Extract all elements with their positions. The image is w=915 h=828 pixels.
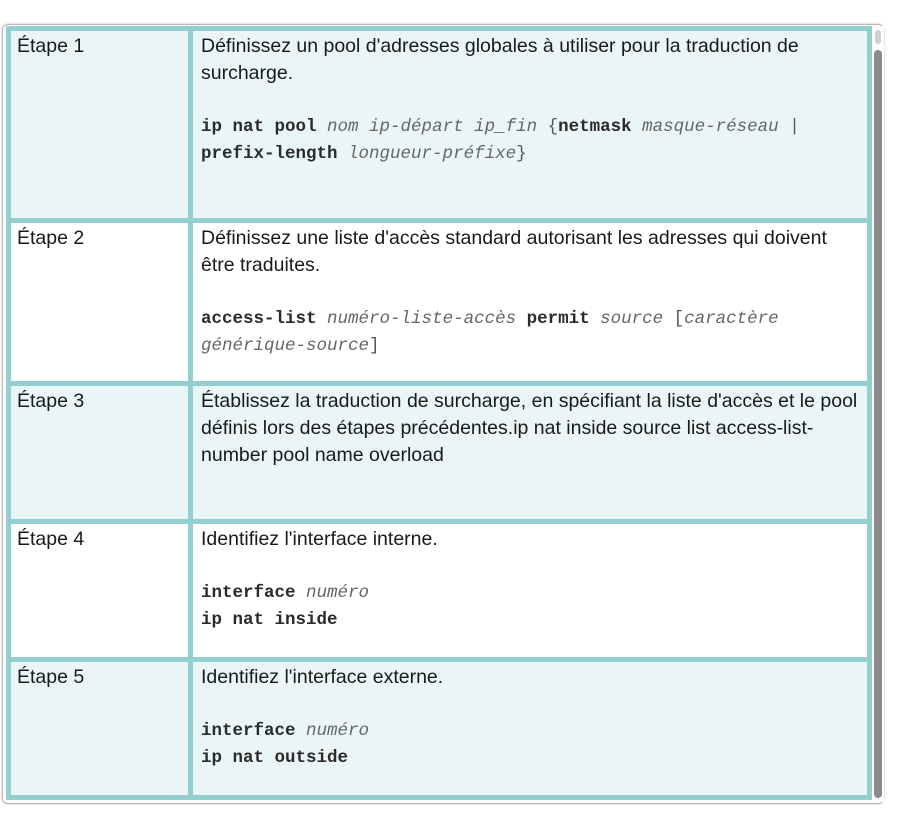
command-keyword: prefix-length xyxy=(201,144,338,164)
table-row-step-1 xyxy=(9,29,870,221)
command-argument: numéro-liste-accès xyxy=(327,309,517,329)
step-label: Étape 3 xyxy=(9,384,191,522)
table-row-step-5 xyxy=(9,660,870,798)
command-keyword: access-list xyxy=(201,309,317,329)
command-argument: nom ip-départ ip_fin xyxy=(327,117,538,137)
command-keyword: interface xyxy=(201,721,296,741)
step-description: Établissez la traduction de surcharge, en spécifiant la liste d'accès et le pool définis lors des étapes précédentes.ip nat inside source list access-list-number pool name overload xyxy=(201,390,858,466)
step-description: Identifiez l'interface externe. xyxy=(201,666,444,688)
command-keyword: ip nat pool xyxy=(201,117,317,137)
step-command xyxy=(201,718,859,772)
step-content xyxy=(191,384,870,522)
command-keyword: permit xyxy=(526,309,590,329)
command-argument: numéro xyxy=(306,721,370,741)
step-description: Définissez une liste d'accès standard autorisant les adresses qui doivent être traduites. xyxy=(201,227,827,276)
command-separator: | xyxy=(789,117,800,137)
scrollbar-thumb[interactable] xyxy=(874,50,882,798)
command-keyword: ip nat outside xyxy=(201,748,349,768)
step-description: Identifiez l'interface interne. xyxy=(201,528,438,550)
table-row-step-3 xyxy=(9,384,870,522)
step-command xyxy=(201,306,859,360)
command-argument: caractère générique-source xyxy=(201,309,779,356)
step-command xyxy=(201,114,859,168)
step-command xyxy=(201,580,859,634)
command-argument: numéro xyxy=(306,583,370,603)
step-content xyxy=(191,29,870,221)
command-bracket: ] xyxy=(369,336,380,356)
step-label: Étape 2 xyxy=(9,221,191,384)
command-keyword: ip nat inside xyxy=(201,610,338,630)
table-row-step-4 xyxy=(9,522,870,660)
command-keyword: netmask xyxy=(558,117,632,137)
scrollbar-top-marker xyxy=(875,30,881,44)
command-argument: masque-réseau xyxy=(642,117,779,137)
step-content xyxy=(191,660,870,798)
command-brace: { xyxy=(547,117,559,137)
step-content xyxy=(191,221,870,384)
table-row-step-2 xyxy=(9,221,870,384)
step-label: Étape 1 xyxy=(9,29,191,221)
command-bracket: [ xyxy=(673,309,685,329)
step-description: Définissez un pool d'adresses globales à utiliser pour la traduction de surcharge. xyxy=(201,35,799,84)
steps-table xyxy=(6,26,872,800)
step-content xyxy=(191,522,870,660)
command-keyword: interface xyxy=(201,583,296,603)
step-label: Étape 4 xyxy=(9,522,191,660)
command-argument: longueur-préfixe xyxy=(348,144,517,164)
command-argument: source xyxy=(600,309,664,329)
command-brace: } xyxy=(516,144,527,164)
step-label: Étape 5 xyxy=(9,660,191,798)
